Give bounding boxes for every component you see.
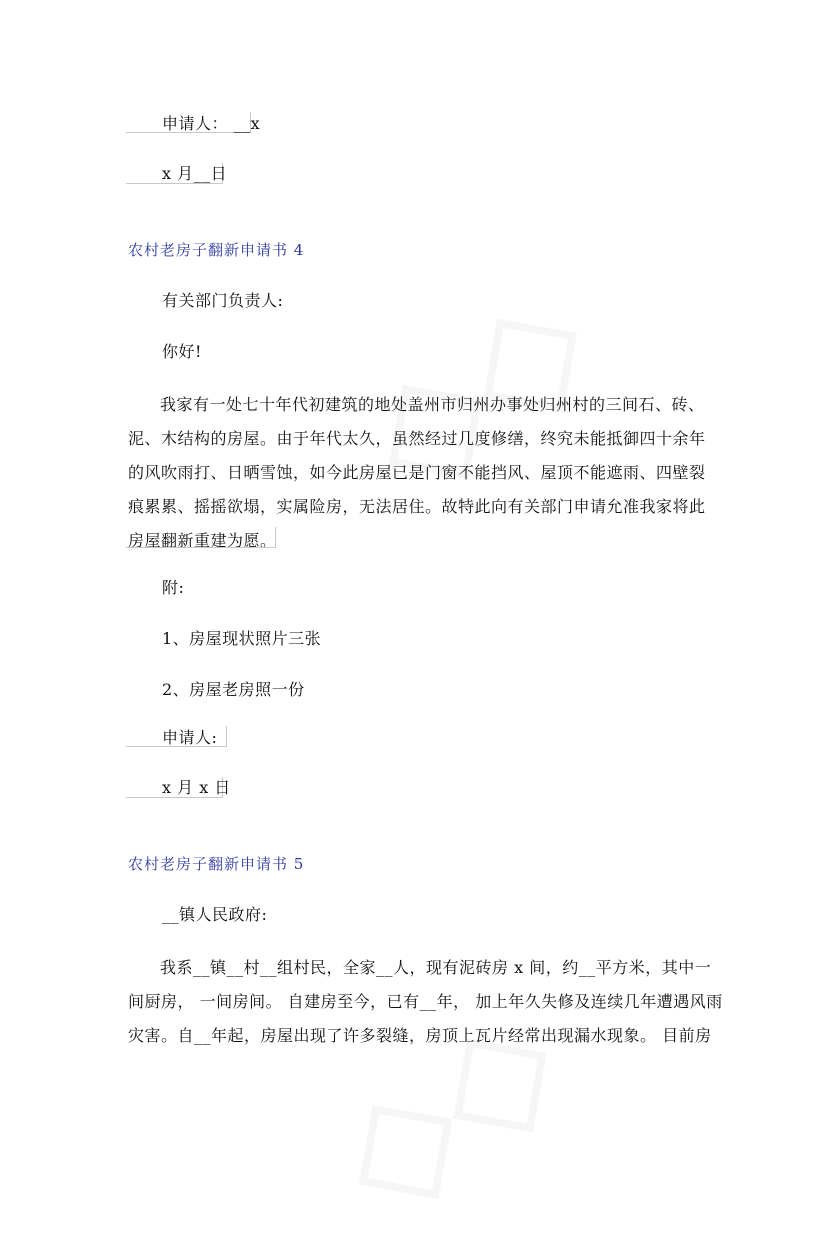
applicant-line: 申请人: xyxy=(162,728,218,747)
salutation: 有关部门负责人: xyxy=(162,291,284,310)
body-line: 灾害。自__年起，房屋出现了许多裂缝，房顶上瓦片经常出现漏水现象。 目前房 xyxy=(128,1026,712,1045)
body-line: 房屋翻新重建为愿。 xyxy=(128,531,277,550)
greeting: 你好! xyxy=(162,342,202,361)
salutation: __镇人民政府: xyxy=(162,905,268,924)
date-line: x 月__日 xyxy=(162,164,228,183)
body-paragraph xyxy=(128,951,723,1053)
attachment-item: 2、房屋老房照一份 xyxy=(162,680,305,699)
section-4-title: 农村老房子翻新申请书 4 xyxy=(128,241,305,259)
body-line: 我系__镇__村__组村民，全家__人，现有泥砖房 x 间，约__平方米，其中一 xyxy=(160,958,712,977)
body-line: 我家有一处七十年代初建筑的地处盖州市归州办事处归州村的三间石、砖、 xyxy=(160,395,705,414)
attachment-label: 附: xyxy=(162,578,185,597)
body-line: 痕累累、摇摇欲塌，实属险房，无法居住。故特此向有关部门申请允准我家将此 xyxy=(128,497,706,516)
date-line: x 月 x 日 xyxy=(162,778,231,797)
applicant-line: 申请人： __x xyxy=(162,114,261,133)
body-line: 的风吹雨打、日晒雪蚀，如今此房屋已是门窗不能挡风、屋顶不能遮雨、四壁裂 xyxy=(128,463,706,482)
body-line: 泥、木结构的房屋。由于年代太久，虽然经过几度修缮，终究未能抵御四十余年 xyxy=(128,429,706,448)
body-line: 间厨房， 一间房间。 自建房至今，已有__年， 加上年久失修及连续几年遭遇风雨 xyxy=(128,992,723,1011)
attachment-item: 1、房屋现状照片三张 xyxy=(162,629,322,648)
section-5-title: 农村老房子翻新申请书 5 xyxy=(128,855,305,873)
paragraph-end-box xyxy=(126,527,276,548)
